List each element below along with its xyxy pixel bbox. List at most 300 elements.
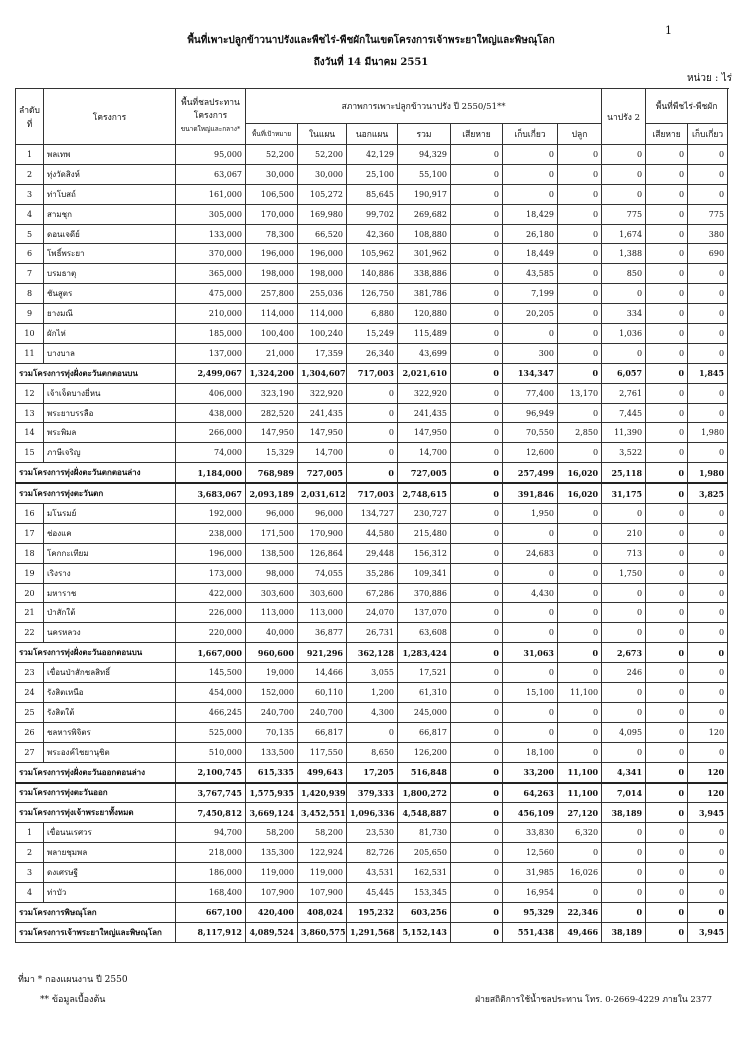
cell-out: 99,702	[347, 204, 398, 224]
cell-dmg: 0	[451, 324, 503, 344]
project-name: เขื่อนป่าสักชลสิทธิ์	[44, 663, 176, 683]
cell-target: 15,329	[246, 443, 298, 463]
cell-hv: 31,063	[503, 643, 558, 663]
row-number: 4	[16, 882, 44, 902]
project-name: พลายชุมพล	[44, 843, 176, 863]
cell-pl: 0	[602, 504, 646, 524]
cell-fd: 0	[646, 523, 688, 543]
cell-area: 1,184,000	[176, 463, 246, 483]
cell-area: 63,067	[176, 164, 246, 184]
cell-np2: 0	[558, 145, 602, 165]
cell-fh: 690	[688, 244, 728, 264]
table-row	[16, 523, 728, 543]
cell-dmg: 0	[451, 304, 503, 324]
cell-pl: 0	[602, 843, 646, 863]
cell-target: 58,200	[246, 823, 298, 843]
cell-total: 126,200	[398, 742, 451, 762]
cell-fh: 0	[688, 603, 728, 623]
project-name: ภาษีเจริญ	[44, 443, 176, 463]
cell-hv: 0	[503, 663, 558, 683]
cell-target: 147,950	[246, 423, 298, 443]
table-row	[16, 383, 728, 403]
cell-out: 105,962	[347, 244, 398, 264]
cell-pl: 11,390	[602, 423, 646, 443]
cell-area: 3,767,745	[176, 783, 246, 803]
cell-target: 96,000	[246, 504, 298, 524]
cell-in: 100,240	[298, 324, 347, 344]
cell-dmg: 0	[451, 603, 503, 623]
cell-out: 45,445	[347, 882, 398, 902]
row-number: 15	[16, 443, 44, 463]
cell-dmg: 0	[451, 523, 503, 543]
cell-fd: 0	[646, 902, 688, 922]
cell-hv: 0	[503, 722, 558, 742]
cell-pl: 713	[602, 543, 646, 563]
cell-target: 198,000	[246, 264, 298, 284]
cell-np2: 0	[558, 702, 602, 722]
cell-in: 303,600	[298, 583, 347, 603]
cell-fh: 0	[688, 523, 728, 543]
cell-np2: 0	[558, 843, 602, 863]
cell-target: 196,000	[246, 244, 298, 264]
header-seq: ลำดับที่	[16, 89, 44, 145]
row-number: 10	[16, 324, 44, 344]
table-row	[16, 184, 728, 204]
cell-total: 2,021,610	[398, 363, 451, 383]
project-name: ผักไห่	[44, 324, 176, 344]
cell-out: 0	[347, 403, 398, 423]
row-number: 17	[16, 523, 44, 543]
cell-np2: 0	[558, 343, 602, 363]
cell-fh: 120	[688, 722, 728, 742]
table-row	[16, 145, 728, 165]
cell-np2: 16,020	[558, 463, 602, 483]
cell-fh: 775	[688, 204, 728, 224]
cell-area: 226,000	[176, 603, 246, 623]
cell-in: 14,700	[298, 443, 347, 463]
cell-fh: 0	[688, 184, 728, 204]
cell-np2: 0	[558, 882, 602, 902]
project-name: บรมธาตุ	[44, 264, 176, 284]
cell-target: 4,089,524	[246, 922, 298, 942]
table-row	[16, 423, 728, 443]
subtotal-row	[16, 762, 728, 782]
cell-total: 115,489	[398, 324, 451, 344]
header-in-plan: ในแผน	[298, 124, 347, 145]
cell-fd: 0	[646, 383, 688, 403]
cell-target: 119,000	[246, 863, 298, 883]
cell-hv: 20,205	[503, 304, 558, 324]
cell-hv: 7,199	[503, 284, 558, 304]
subtotal-label: รวมโครงการทุ่งฝั่งตะวันตกตอนบน	[16, 363, 176, 383]
cell-pl: 210	[602, 523, 646, 543]
row-number: 9	[16, 304, 44, 324]
cell-np2: 11,100	[558, 762, 602, 782]
cell-total: 381,786	[398, 284, 451, 304]
cell-hv: 70,550	[503, 423, 558, 443]
cell-hv: 0	[503, 164, 558, 184]
cell-total: 109,341	[398, 563, 451, 583]
cell-fh: 380	[688, 224, 728, 244]
cell-fh: 0	[688, 343, 728, 363]
cell-target: 70,135	[246, 722, 298, 742]
header-fc-harvested: เก็บเกี่ยว	[688, 124, 728, 145]
header-area	[176, 89, 246, 145]
cell-dmg: 0	[451, 383, 503, 403]
cell-dmg: 0	[451, 843, 503, 863]
cell-in: 107,900	[298, 882, 347, 902]
footnote-preliminary: ** ข้อมูลเบื้องต้น	[40, 995, 106, 1005]
cell-fh: 0	[688, 543, 728, 563]
cell-total: 61,310	[398, 683, 451, 703]
cell-area: 266,000	[176, 423, 246, 443]
cell-dmg: 0	[451, 504, 503, 524]
cell-hv: 0	[503, 324, 558, 344]
cell-fd: 0	[646, 145, 688, 165]
cell-area: 192,000	[176, 504, 246, 524]
cell-out: 26,340	[347, 343, 398, 363]
subtotal-row	[16, 783, 728, 803]
header-fc-damaged: เสียหาย	[646, 124, 688, 145]
row-number: 14	[16, 423, 44, 443]
table-body	[16, 145, 728, 943]
cell-fh: 0	[688, 284, 728, 304]
cell-fh: 0	[688, 742, 728, 762]
cell-fh: 3,945	[688, 803, 728, 823]
table-row	[16, 583, 728, 603]
project-name: โคกกะเทียม	[44, 543, 176, 563]
cell-fd: 0	[646, 463, 688, 483]
row-number: 7	[16, 264, 44, 284]
footnotes	[18, 970, 128, 1010]
cell-np2: 0	[558, 663, 602, 683]
cell-fh: 0	[688, 324, 728, 344]
project-name: ชลหารพิจิตร	[44, 722, 176, 742]
cell-pl: 38,189	[602, 922, 646, 942]
cell-hv: 18,429	[503, 204, 558, 224]
cell-out: 134,727	[347, 504, 398, 524]
cell-target: 100,400	[246, 324, 298, 344]
cell-fd: 0	[646, 164, 688, 184]
cell-target: 78,300	[246, 224, 298, 244]
cell-target: 170,000	[246, 204, 298, 224]
project-name: เริงราง	[44, 563, 176, 583]
project-name: มหาราช	[44, 583, 176, 603]
header-out-plan: นอกแผน	[347, 124, 398, 145]
cell-pl: 3,522	[602, 443, 646, 463]
cell-in: 241,435	[298, 403, 347, 423]
cell-area: 8,117,912	[176, 922, 246, 942]
cell-area: 475,000	[176, 284, 246, 304]
header-field-crops: พื้นที่พืชไร่-พืชผัก	[646, 89, 728, 124]
cell-dmg: 0	[451, 423, 503, 443]
cell-pl: 0	[602, 184, 646, 204]
cell-hv: 0	[503, 184, 558, 204]
cell-np2: 11,100	[558, 683, 602, 703]
cell-in: 30,000	[298, 164, 347, 184]
cell-hv: 12,600	[503, 443, 558, 463]
cell-area: 422,000	[176, 583, 246, 603]
cell-pl: 7,445	[602, 403, 646, 423]
cell-area: 95,000	[176, 145, 246, 165]
cell-in: 169,980	[298, 204, 347, 224]
row-number: 18	[16, 543, 44, 563]
cell-fh: 120	[688, 762, 728, 782]
cell-fh: 0	[688, 823, 728, 843]
document-title	[0, 30, 742, 74]
cell-out: 379,333	[347, 783, 398, 803]
row-number: 13	[16, 403, 44, 423]
cell-dmg: 0	[451, 702, 503, 722]
cell-pl: 1,388	[602, 244, 646, 264]
cell-pl: 0	[602, 683, 646, 703]
row-number: 27	[16, 742, 44, 762]
project-name: นครหลวง	[44, 623, 176, 643]
row-number: 23	[16, 663, 44, 683]
cell-np2: 0	[558, 224, 602, 244]
subtotal-row	[16, 483, 728, 503]
cell-area: 2,100,745	[176, 762, 246, 782]
cell-np2: 22,346	[558, 902, 602, 922]
cell-target: 30,000	[246, 164, 298, 184]
cell-fh: 0	[688, 702, 728, 722]
project-name: มโนรมย์	[44, 504, 176, 524]
cell-target: 171,500	[246, 523, 298, 543]
cell-fd: 0	[646, 443, 688, 463]
project-name: ทุ่งวัดสิงห์	[44, 164, 176, 184]
cell-np2: 0	[558, 304, 602, 324]
cell-out: 42,360	[347, 224, 398, 244]
cell-fh: 0	[688, 623, 728, 643]
cell-dmg: 0	[451, 722, 503, 742]
cell-target: 1,575,935	[246, 783, 298, 803]
cell-pl: 0	[602, 603, 646, 623]
cell-np2: 0	[558, 643, 602, 663]
cell-fh: 0	[688, 902, 728, 922]
table-row	[16, 722, 728, 742]
cell-area: 365,000	[176, 264, 246, 284]
cell-fh: 3,945	[688, 922, 728, 942]
cell-hv: 33,200	[503, 762, 558, 782]
cell-fh: 0	[688, 304, 728, 324]
cell-total: 301,962	[398, 244, 451, 264]
project-name: ยางมณี	[44, 304, 176, 324]
cell-area: 466,245	[176, 702, 246, 722]
cell-dmg: 0	[451, 742, 503, 762]
cell-np2: 0	[558, 184, 602, 204]
cell-hv: 95,329	[503, 902, 558, 922]
cell-pl: 775	[602, 204, 646, 224]
cell-in: 727,005	[298, 463, 347, 483]
cell-dmg: 0	[451, 244, 503, 264]
cell-fd: 0	[646, 483, 688, 503]
subtotal-label: รวมโครงการพิษณุโลก	[16, 902, 176, 922]
cell-area: 238,000	[176, 523, 246, 543]
cell-in: 408,024	[298, 902, 347, 922]
row-number: 3	[16, 184, 44, 204]
cell-fd: 0	[646, 224, 688, 244]
table-row	[16, 702, 728, 722]
cell-in: 17,359	[298, 343, 347, 363]
cell-np2: 0	[558, 603, 602, 623]
cell-fd: 0	[646, 304, 688, 324]
cell-target: 960,600	[246, 643, 298, 663]
cell-np2: 0	[558, 722, 602, 742]
subtotal-label: รวมโครงการเจ้าพระยาใหญ่และพิษณุโลก	[16, 922, 176, 942]
cell-in: 3,860,575	[298, 922, 347, 942]
table-row	[16, 863, 728, 883]
row-number: 24	[16, 683, 44, 703]
table-row	[16, 343, 728, 363]
subtotal-label: รวมโครงการทุ่งฝั่งตะวันออกตอนล่าง	[16, 762, 176, 782]
cell-pl: 0	[602, 823, 646, 843]
cell-target: 282,520	[246, 403, 298, 423]
cell-hv: 24,683	[503, 543, 558, 563]
cell-fh: 0	[688, 443, 728, 463]
cell-fd: 0	[646, 722, 688, 742]
cell-fd: 0	[646, 363, 688, 383]
row-number: 8	[16, 284, 44, 304]
cell-target: 2,093,189	[246, 483, 298, 503]
cell-area: 74,000	[176, 443, 246, 463]
cell-dmg: 0	[451, 922, 503, 942]
cell-dmg: 0	[451, 663, 503, 683]
header-area-sub: ขนาดใหญ่และกลาง*	[180, 125, 241, 133]
project-name: พระองค์ไชยานุชิต	[44, 742, 176, 762]
cell-target: 19,000	[246, 663, 298, 683]
cell-target: 21,000	[246, 343, 298, 363]
cell-in: 114,000	[298, 304, 347, 324]
cell-total: 338,886	[398, 264, 451, 284]
cell-in: 14,466	[298, 663, 347, 683]
cell-fd: 0	[646, 543, 688, 563]
cell-target: 107,900	[246, 882, 298, 902]
cell-area: 145,500	[176, 663, 246, 683]
cell-np2: 0	[558, 403, 602, 423]
cell-target: 133,500	[246, 742, 298, 762]
cell-out: 3,055	[347, 663, 398, 683]
cell-total: 137,070	[398, 603, 451, 623]
cell-dmg: 0	[451, 823, 503, 843]
cell-out: 126,750	[347, 284, 398, 304]
table-row	[16, 603, 728, 623]
cell-fh: 0	[688, 504, 728, 524]
cell-out: 17,205	[347, 762, 398, 782]
cell-dmg: 0	[451, 563, 503, 583]
cell-area: 94,700	[176, 823, 246, 843]
cell-hv: 43,585	[503, 264, 558, 284]
cell-area: 370,000	[176, 244, 246, 264]
cell-fd: 0	[646, 284, 688, 304]
cell-hv: 0	[503, 603, 558, 623]
row-number: 11	[16, 343, 44, 363]
row-number: 5	[16, 224, 44, 244]
cell-target: 240,700	[246, 702, 298, 722]
cell-np2: 0	[558, 504, 602, 524]
cell-np2: 0	[558, 742, 602, 762]
cell-hv: 300	[503, 343, 558, 363]
table-row	[16, 264, 728, 284]
cell-in: 126,864	[298, 543, 347, 563]
cell-hv: 391,846	[503, 483, 558, 503]
cell-total: 162,531	[398, 863, 451, 883]
cell-dmg: 0	[451, 882, 503, 902]
cell-pl: 0	[602, 882, 646, 902]
row-number: 21	[16, 603, 44, 623]
subtotal-row	[16, 463, 728, 483]
cell-total: 108,880	[398, 224, 451, 244]
project-name: ท่าโบสถ์	[44, 184, 176, 204]
subtotal-row	[16, 922, 728, 942]
cell-pl: 0	[602, 742, 646, 762]
cell-dmg: 0	[451, 184, 503, 204]
cell-pl: 334	[602, 304, 646, 324]
cell-area: 406,000	[176, 383, 246, 403]
cell-total: 322,920	[398, 383, 451, 403]
cell-total: 17,521	[398, 663, 451, 683]
cell-total: 1,283,424	[398, 643, 451, 663]
subtotal-row	[16, 803, 728, 823]
subtotal-label: รวมโครงการทุ่งเจ้าพระยาทั้งหมด	[16, 803, 176, 823]
subtotal-label: รวมโครงการทุ่งตะวันออก	[16, 783, 176, 803]
cell-hv: 257,499	[503, 463, 558, 483]
cell-hv: 134,347	[503, 363, 558, 383]
subtotal-label: รวมโครงการทุ่งฝั่งตะวันตกตอนล่าง	[16, 463, 176, 483]
header-planted: ปลูก	[558, 124, 602, 145]
cell-total: 94,329	[398, 145, 451, 165]
project-name: โพธิ์พระยา	[44, 244, 176, 264]
cell-fh: 0	[688, 863, 728, 883]
project-name: ดงเศรษฐี	[44, 863, 176, 883]
cell-area: 220,000	[176, 623, 246, 643]
cell-dmg: 0	[451, 343, 503, 363]
header-harvested: เก็บเกี่ยว	[503, 124, 558, 145]
cell-total: 4,548,887	[398, 803, 451, 823]
cell-target: 52,200	[246, 145, 298, 165]
cell-total: 370,886	[398, 583, 451, 603]
cell-np2: 0	[558, 244, 602, 264]
cell-fh: 0	[688, 643, 728, 663]
row-number: 22	[16, 623, 44, 643]
cell-fd: 0	[646, 603, 688, 623]
cell-fd: 0	[646, 643, 688, 663]
cell-dmg: 0	[451, 623, 503, 643]
cell-out: 44,580	[347, 523, 398, 543]
cell-area: 210,000	[176, 304, 246, 324]
cell-pl: 31,175	[602, 483, 646, 503]
cell-fd: 0	[646, 663, 688, 683]
cell-out: 1,291,568	[347, 922, 398, 942]
cell-out: 0	[347, 423, 398, 443]
cell-area: 2,499,067	[176, 363, 246, 383]
cell-pl: 850	[602, 264, 646, 284]
cell-dmg: 0	[451, 643, 503, 663]
table-row	[16, 683, 728, 703]
cell-total: 2,748,615	[398, 483, 451, 503]
table-row	[16, 882, 728, 902]
cell-np2: 0	[558, 204, 602, 224]
cell-fh: 0	[688, 683, 728, 703]
cell-in: 170,900	[298, 523, 347, 543]
cell-area: 1,667,000	[176, 643, 246, 663]
cell-in: 196,000	[298, 244, 347, 264]
cell-fd: 0	[646, 244, 688, 264]
cell-target: 40,000	[246, 623, 298, 643]
cell-np2: 2,850	[558, 423, 602, 443]
cell-fd: 0	[646, 563, 688, 583]
project-name: พระยาบรรลือ	[44, 403, 176, 423]
cell-fd: 0	[646, 803, 688, 823]
